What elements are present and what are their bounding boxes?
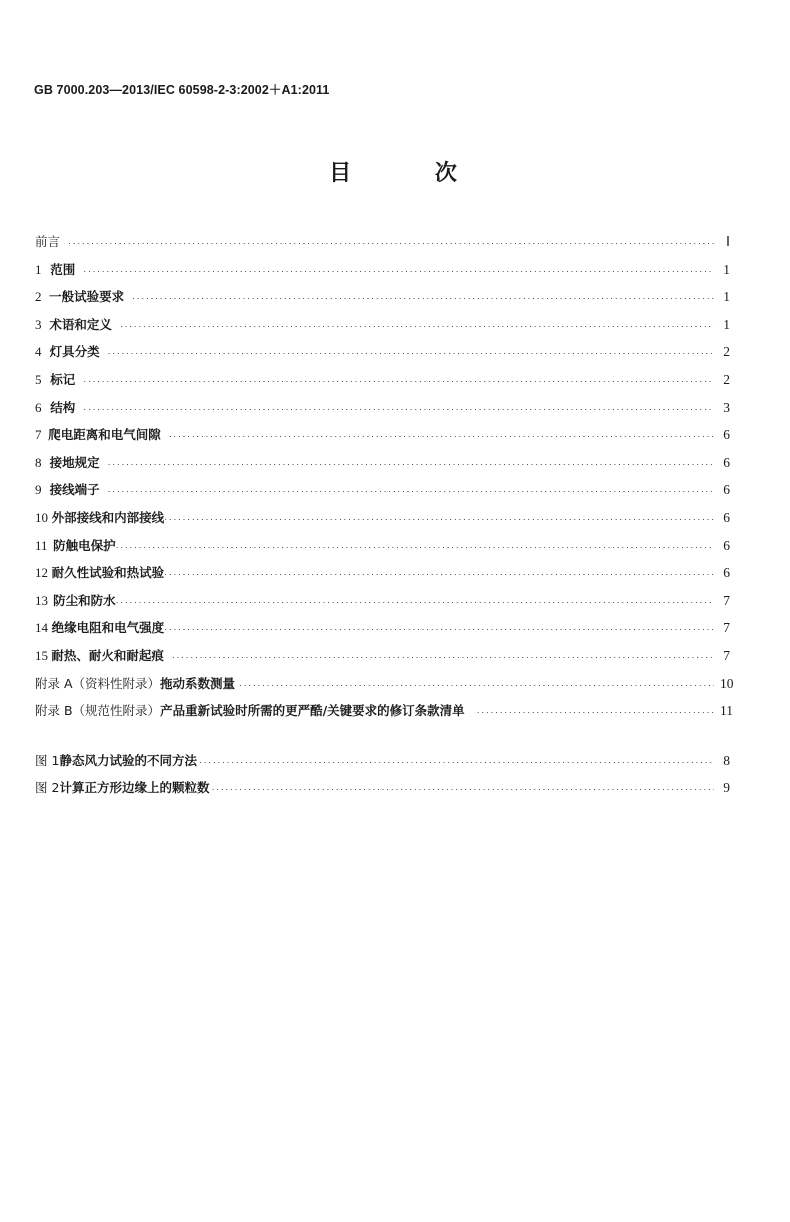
leader-dots (164, 616, 714, 644)
toc-entry-number: 10 (35, 509, 48, 525)
toc-figure-number: 图 1 (35, 752, 60, 768)
toc-entry-number: 8 (35, 454, 42, 470)
toc-entry[interactable] (35, 476, 730, 504)
toc-entry-title: 外部接线和内部接线 (51, 509, 165, 525)
toc-entry-number: 7 (35, 427, 42, 443)
toc-entry-page: 6 (723, 537, 730, 553)
toc-entry[interactable] (35, 366, 730, 394)
toc-entry-page: 1 (723, 261, 730, 277)
toc-entry-title: 接线端子 (49, 482, 100, 498)
toc-entry[interactable] (35, 421, 730, 449)
toc-entry-number: 12 (35, 565, 48, 581)
toc-figure-page: 9 (723, 780, 730, 796)
toc-entry[interactable] (35, 559, 730, 587)
toc-entry-number: 11 (35, 537, 48, 553)
toc-figure-number: 图 2 (35, 780, 60, 796)
toc-entry-page: 2 (723, 344, 730, 360)
page-title: 目 次 (329, 161, 495, 186)
toc-entry[interactable] (35, 256, 730, 284)
leader-dots (108, 340, 714, 368)
toc-entry-foreword[interactable] (35, 228, 730, 256)
toc-entry-title: 术语和定义 (49, 316, 112, 332)
toc-entry-page: 6 (723, 482, 730, 498)
toc-entry-title: 一般试验要求 (49, 289, 125, 305)
toc-entry-title: 耐久性试验和热试验 (51, 565, 165, 581)
toc-entry-title: 结构 (50, 399, 76, 415)
toc-entry-number: 14 (35, 620, 48, 636)
toc-entry-title: 前言 (35, 234, 61, 249)
toc-entry-page: 3 (723, 399, 730, 415)
leader-dots (132, 285, 714, 313)
toc-entry-page: 1 (723, 289, 730, 305)
toc-entry-title: 标记 (50, 371, 76, 387)
toc-entry-page: Ⅰ (726, 234, 730, 249)
toc-entry-annex-b[interactable] (35, 697, 733, 725)
toc-entry-page: 7 (723, 647, 730, 663)
toc-entry-title: 范围 (50, 261, 76, 277)
toc-entry-page: 6 (723, 509, 730, 525)
toc-entry-number: 4 (35, 344, 42, 360)
toc-entry-number: 1 (35, 261, 42, 277)
table-of-contents (35, 228, 734, 802)
toc-entry-title: 防触电保护 (53, 537, 116, 553)
leader-dots (172, 644, 714, 672)
toc-entry-page: 7 (723, 592, 730, 608)
toc-figure-title: 静态风力试验的不同方法 (59, 752, 197, 768)
toc-entry[interactable] (35, 642, 730, 670)
leader-dots (83, 396, 714, 424)
toc-figure-entry[interactable] (35, 774, 730, 802)
leader-dots (164, 506, 714, 534)
toc-entry-title: 接地规定 (49, 454, 100, 470)
leader-dots (169, 423, 714, 451)
toc-entry-title: 拖动系数测量 (160, 675, 236, 691)
leader-dots (199, 749, 714, 777)
leader-dots (68, 230, 714, 258)
toc-figure-page: 8 (723, 752, 730, 768)
toc-entry-number: 15 (35, 647, 48, 663)
leader-dots (83, 258, 714, 286)
toc-entry-annex-a[interactable] (35, 670, 734, 698)
leader-dots (477, 699, 714, 727)
leader-dots (211, 776, 714, 804)
leader-dots (108, 478, 714, 506)
leader-dots (108, 451, 714, 479)
toc-entry-title: 绝缘电阻和电气强度 (51, 620, 165, 636)
toc-entry[interactable] (35, 614, 730, 642)
toc-entry[interactable] (35, 449, 730, 477)
toc-entry-number: 附录 A（资料性附录） (35, 675, 161, 691)
leader-dots (164, 561, 714, 589)
toc-entry-page: 6 (723, 565, 730, 581)
leader-dots (83, 368, 714, 396)
toc-entry[interactable] (35, 504, 730, 532)
toc-entry-number: 6 (35, 399, 42, 415)
section-gap (35, 725, 730, 747)
toc-figure-entry[interactable] (35, 747, 730, 775)
toc-entry-page: 11 (720, 703, 733, 719)
toc-figure-title: 计算正方形边缘上的颗粒数 (59, 780, 210, 796)
toc-entry[interactable] (35, 532, 730, 560)
toc-entry-title: 爬电距离和电气间隙 (48, 427, 161, 443)
leader-dots (116, 589, 714, 617)
toc-entry-number: 9 (35, 482, 42, 498)
toc-entry-number: 5 (35, 371, 42, 387)
toc-entry-number: 附录 B（规范性附录） (35, 703, 161, 719)
toc-entry-number: 3 (35, 316, 42, 332)
leader-dots (116, 534, 714, 562)
toc-entry[interactable] (35, 338, 730, 366)
toc-entry-title: 防尘和防水 (53, 592, 116, 608)
leader-dots (120, 313, 714, 341)
toc-entry-number: 13 (35, 592, 48, 608)
toc-entry-title: 灯具分类 (49, 344, 100, 360)
leader-dots (239, 672, 714, 700)
toc-entry-title: 产品重新试验时所需的更严酷/关键要求的修订条款清单 (160, 703, 465, 719)
toc-entry[interactable] (35, 394, 730, 422)
toc-entry-number: 2 (35, 289, 42, 305)
toc-entry-title: 耐热、耐火和耐起痕 (51, 647, 164, 663)
toc-entry-page: 2 (723, 371, 730, 387)
toc-entry[interactable] (35, 587, 730, 615)
toc-entry-page: 6 (723, 454, 730, 470)
toc-entry[interactable] (35, 311, 730, 339)
toc-entry-page: 6 (723, 427, 730, 443)
standard-code: GB 7000.203—2013/IEC 60598-2-3:2002＋A1:2011 (34, 83, 330, 97)
toc-entry[interactable] (35, 283, 730, 311)
toc-entry-page: 10 (720, 675, 734, 691)
toc-entry-page: 1 (723, 316, 730, 332)
toc-entry-page: 7 (723, 620, 730, 636)
